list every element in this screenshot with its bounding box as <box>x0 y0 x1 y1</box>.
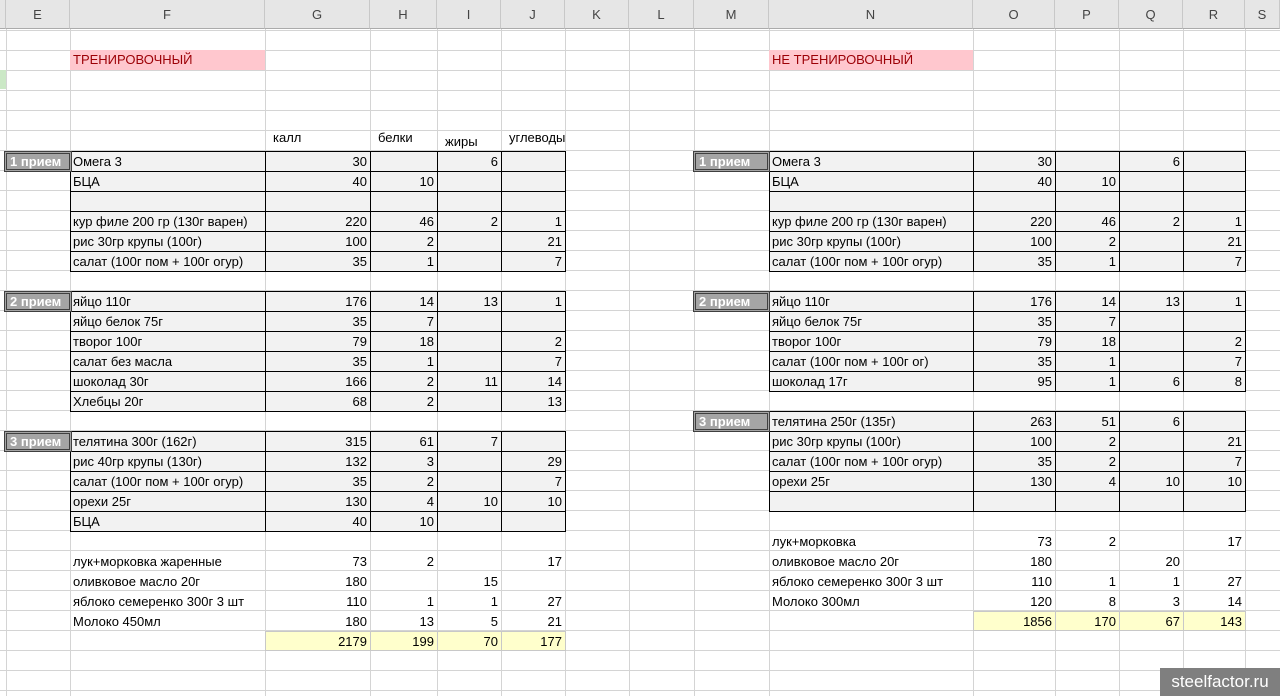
nutrient-value[interactable]: 2 <box>426 394 434 409</box>
nutrient-value[interactable]: 10 <box>1165 474 1180 489</box>
food-name[interactable]: салат (100г пом + 100г огур) <box>772 254 943 269</box>
nutrient-value[interactable]: 30 <box>1037 154 1052 169</box>
food-name[interactable]: орехи 25г <box>772 474 830 489</box>
nutrient-value[interactable]: 315 <box>345 434 367 449</box>
food-name[interactable]: Омега 3 <box>772 154 821 169</box>
nutrient-value[interactable]: 2 <box>1108 234 1116 249</box>
total-value[interactable]: 143 <box>1220 614 1242 629</box>
nutrient-value[interactable]: 13 <box>419 614 434 629</box>
nutrient-value[interactable]: 73 <box>352 554 367 569</box>
nutrient-value[interactable]: 61 <box>419 434 434 449</box>
nutrient-value[interactable]: 120 <box>1030 594 1052 609</box>
food-name[interactable]: рис 30гр крупы (100г) <box>772 234 902 249</box>
nutrient-value[interactable]: 35 <box>352 474 367 489</box>
food-name[interactable]: салат (100г пом + 100г огур) <box>73 474 244 489</box>
nutrient-value[interactable]: 2 <box>1108 434 1116 449</box>
food-name[interactable]: салат без масла <box>73 354 173 369</box>
nutrient-value[interactable]: 7 <box>490 434 498 449</box>
grid-row-line <box>0 670 1280 671</box>
nutrient-value[interactable]: 220 <box>345 214 367 229</box>
food-name[interactable]: лук+морковка <box>772 534 856 549</box>
food-name[interactable]: яйцо белок 75г <box>772 314 863 329</box>
nutrient-value[interactable]: 35 <box>352 314 367 329</box>
meal-label[interactable]: 2 прием <box>4 291 72 312</box>
nutrient-value[interactable]: 18 <box>1101 334 1116 349</box>
nutrient-header[interactable]: белки <box>378 130 413 145</box>
food-name[interactable]: яйцо 110г <box>73 294 131 309</box>
nutrient-value[interactable]: 2 <box>1108 534 1116 549</box>
nutrient-value[interactable]: 7 <box>554 474 562 489</box>
nutrient-value[interactable]: 7 <box>1108 314 1116 329</box>
nutrient-value[interactable]: 4 <box>1108 474 1116 489</box>
food-name[interactable]: Молоко 450мл <box>73 614 161 629</box>
nutrient-value[interactable]: 2 <box>426 234 434 249</box>
nutrient-value[interactable]: 2 <box>426 554 434 569</box>
nutrient-value[interactable]: 110 <box>346 594 367 609</box>
nutrient-value[interactable]: 1 <box>426 354 434 369</box>
nutrient-value[interactable]: 35 <box>352 354 367 369</box>
total-value[interactable]: 1856 <box>1023 614 1052 629</box>
nutrient-value[interactable]: 17 <box>1227 534 1242 549</box>
nutrient-value[interactable]: 130 <box>1030 474 1052 489</box>
nutrient-value[interactable]: 1 <box>1108 374 1116 389</box>
nutrient-value[interactable]: 2 <box>490 214 498 229</box>
nutrient-value[interactable]: 130 <box>345 494 367 509</box>
column-header-q[interactable]: Q <box>1119 0 1183 29</box>
nutrient-value[interactable]: 7 <box>426 314 434 329</box>
grid-row-line <box>0 30 1280 31</box>
food-name[interactable]: телятина 300г (162г) <box>73 434 197 449</box>
nutrient-value[interactable]: 27 <box>1227 574 1242 589</box>
nutrient-value[interactable]: 15 <box>483 574 498 589</box>
food-name[interactable]: салат (100г пом + 100г огур) <box>772 454 943 469</box>
nutrient-value[interactable]: 3 <box>426 454 434 469</box>
food-name[interactable]: салат (100г пом + 100г огур) <box>73 254 244 269</box>
nutrient-value[interactable]: 14 <box>547 374 562 389</box>
food-name[interactable]: Хлебцы 20г <box>73 394 144 409</box>
table-row-border <box>70 191 565 192</box>
food-name[interactable]: шоколад 30г <box>73 374 149 389</box>
nutrient-value[interactable]: 7 <box>554 354 562 369</box>
grid-row-line <box>0 110 1280 111</box>
column-header-k[interactable]: K <box>565 0 629 29</box>
nutrient-value[interactable]: 2 <box>1108 454 1116 469</box>
nutrient-value[interactable]: 176 <box>345 294 367 309</box>
nutrient-value[interactable]: 14 <box>419 294 434 309</box>
food-name[interactable]: БЦА <box>73 174 100 189</box>
nutrient-value[interactable]: 46 <box>419 214 434 229</box>
food-name[interactable]: лук+морковка жаренные <box>73 554 222 569</box>
nutrient-value[interactable]: 20 <box>1165 554 1180 569</box>
nutrient-value[interactable]: 180 <box>1030 554 1052 569</box>
total-value[interactable]: 2179 <box>338 634 367 649</box>
nutrient-value[interactable]: 6 <box>490 154 498 169</box>
column-header-g[interactable]: G <box>265 0 370 29</box>
nutrient-value[interactable]: 6 <box>1172 374 1180 389</box>
grid-col-line <box>629 29 630 696</box>
nutrient-value[interactable]: 21 <box>1227 234 1242 249</box>
food-name[interactable]: телятина 250г (135г) <box>772 414 896 429</box>
nutrient-value[interactable]: 2 <box>1172 214 1180 229</box>
nutrient-value[interactable]: 1 <box>490 594 498 609</box>
nutrient-value[interactable]: 17 <box>547 554 562 569</box>
nutrient-value[interactable]: 10 <box>419 174 434 189</box>
food-name[interactable]: салат (100г пом + 100г ог) <box>772 354 929 369</box>
food-name[interactable]: Омега 3 <box>73 154 122 169</box>
meal-label[interactable]: 1 прием <box>4 151 72 172</box>
nutrient-value[interactable]: 14 <box>1101 294 1116 309</box>
total-value[interactable]: 70 <box>483 634 498 649</box>
nutrient-value[interactable]: 1 <box>1234 294 1242 309</box>
grid-row-line <box>0 70 1280 71</box>
column-header-s[interactable]: S <box>1245 0 1280 29</box>
nutrient-value[interactable]: 10 <box>419 514 434 529</box>
food-name[interactable]: шоколад 17г <box>772 374 848 389</box>
food-name[interactable]: яйцо белок 75г <box>73 314 164 329</box>
nutrient-value[interactable]: 73 <box>1037 534 1052 549</box>
nutrient-value[interactable]: 220 <box>1030 214 1052 229</box>
nutrient-value[interactable]: 110 <box>1031 574 1052 589</box>
nutrient-value[interactable]: 8 <box>1108 594 1116 609</box>
nutrient-value[interactable]: 35 <box>1037 254 1052 269</box>
table-row-border <box>769 491 1245 492</box>
nutrient-value[interactable]: 21 <box>547 234 562 249</box>
nutrient-value[interactable]: 166 <box>345 374 367 389</box>
nutrient-header[interactable]: жиры <box>445 134 478 149</box>
nutrient-value[interactable]: 263 <box>1030 414 1052 429</box>
total-value[interactable]: 170 <box>1094 614 1116 629</box>
nutrient-value[interactable]: 18 <box>419 334 434 349</box>
selected-row-marker <box>0 70 6 89</box>
nutrient-value[interactable]: 3 <box>1172 594 1180 609</box>
nutrient-value[interactable]: 79 <box>352 334 367 349</box>
column-header-i[interactable]: I <box>437 0 501 29</box>
nutrient-value[interactable]: 35 <box>1037 454 1052 469</box>
nutrient-value[interactable]: 1 <box>1108 254 1116 269</box>
food-name[interactable]: рис 40гр крупы (130г) <box>73 454 203 469</box>
meal-label[interactable]: 2 прием <box>693 291 770 312</box>
nutrient-value[interactable]: 10 <box>1227 474 1242 489</box>
total-value[interactable]: 199 <box>412 634 434 649</box>
nutrient-header[interactable]: углеводы <box>509 130 566 145</box>
nutrient-value[interactable]: 5 <box>490 614 498 629</box>
nutrient-value[interactable]: 1 <box>426 254 434 269</box>
column-header-h[interactable]: H <box>370 0 437 29</box>
nutrient-value[interactable]: 10 <box>1101 174 1116 189</box>
grid-col-line <box>694 29 695 696</box>
nutrient-value[interactable]: 100 <box>1030 234 1052 249</box>
nutrient-value[interactable]: 35 <box>1037 314 1052 329</box>
nutrient-value[interactable]: 176 <box>1030 294 1052 309</box>
watermark: steelfactor.ru <box>1160 668 1280 696</box>
food-name[interactable]: рис 30гр крупы (100г) <box>772 434 902 449</box>
column-header-f[interactable]: F <box>70 0 265 29</box>
nutrient-value[interactable]: 8 <box>1234 374 1242 389</box>
total-value[interactable]: 67 <box>1165 614 1180 629</box>
nutrient-value[interactable]: 14 <box>1227 594 1242 609</box>
meal-label[interactable]: 1 прием <box>693 151 770 172</box>
meal-label[interactable]: 3 прием <box>693 411 770 432</box>
left-section-title[interactable]: ТРЕНИРОВОЧНЫЙ <box>70 50 265 70</box>
right-section-title[interactable]: НЕ ТРЕНИРОВОЧНЫЙ <box>769 50 973 70</box>
column-header-l[interactable]: L <box>629 0 694 29</box>
nutrient-value[interactable]: 79 <box>1037 334 1052 349</box>
nutrient-value[interactable]: 6 <box>1172 154 1180 169</box>
nutrient-value[interactable]: 95 <box>1037 374 1052 389</box>
nutrient-value[interactable]: 30 <box>352 154 367 169</box>
grid-col-line <box>6 29 7 696</box>
food-name[interactable]: яйцо 110г <box>772 294 830 309</box>
column-header-p[interactable]: P <box>1055 0 1119 29</box>
nutrient-value[interactable]: 7 <box>554 254 562 269</box>
nutrient-value[interactable]: 13 <box>483 294 498 309</box>
food-name[interactable]: яблоко семеренко 300г 3 шт <box>73 594 245 609</box>
column-header-o[interactable]: O <box>973 0 1055 29</box>
nutrient-value[interactable]: 27 <box>547 594 562 609</box>
nutrient-value[interactable]: 35 <box>352 254 367 269</box>
nutrient-value[interactable]: 100 <box>1030 434 1052 449</box>
nutrient-value[interactable]: 10 <box>483 494 498 509</box>
nutrient-value[interactable]: 29 <box>547 454 562 469</box>
nutrient-value[interactable]: 35 <box>1037 354 1052 369</box>
total-value[interactable]: 177 <box>540 634 562 649</box>
food-name[interactable]: творог 100г <box>772 334 842 349</box>
nutrient-value[interactable]: 1 <box>554 214 562 229</box>
column-header-j[interactable]: J <box>501 0 565 29</box>
nutrient-value[interactable]: 6 <box>1172 414 1180 429</box>
grid-row-line <box>0 130 1280 131</box>
food-name[interactable]: БЦА <box>73 514 100 529</box>
nutrient-value[interactable]: 13 <box>1165 294 1180 309</box>
nutrient-value[interactable]: 21 <box>1227 434 1242 449</box>
nutrient-value[interactable]: 7 <box>1234 254 1242 269</box>
nutrient-value[interactable]: 68 <box>352 394 367 409</box>
column-header-e[interactable]: E <box>6 0 70 29</box>
grid-row-line <box>0 90 1280 91</box>
food-name[interactable]: творог 100г <box>73 334 143 349</box>
grid-row-line <box>0 690 1280 691</box>
table-row-border <box>769 191 1245 192</box>
nutrient-value[interactable]: 132 <box>345 454 367 469</box>
nutrient-value[interactable]: 2 <box>1234 334 1242 349</box>
nutrient-value[interactable]: 51 <box>1101 414 1116 429</box>
nutrient-value[interactable]: 11 <box>484 374 498 389</box>
food-name[interactable]: кур филе 200 гр (130г варен) <box>772 214 947 229</box>
nutrient-value[interactable]: 1 <box>1108 354 1116 369</box>
food-name[interactable]: Молоко 300мл <box>772 594 860 609</box>
nutrient-value[interactable]: 100 <box>345 234 367 249</box>
food-name[interactable]: рис 30гр крупы (100г) <box>73 234 203 249</box>
nutrient-value[interactable]: 40 <box>1037 174 1052 189</box>
grid-row-line <box>0 650 1280 651</box>
nutrient-value[interactable]: 7 <box>1234 454 1242 469</box>
food-name[interactable]: оливковое масло 20г <box>772 554 900 569</box>
nutrient-value[interactable]: 1 <box>1108 574 1116 589</box>
food-name[interactable]: яблоко семеренко 300г 3 шт <box>772 574 944 589</box>
nutrient-value[interactable]: 7 <box>1234 354 1242 369</box>
nutrient-value[interactable]: 1 <box>1234 214 1242 229</box>
nutrient-value[interactable]: 1 <box>554 294 562 309</box>
nutrient-value[interactable]: 180 <box>345 574 367 589</box>
food-name[interactable]: БЦА <box>772 174 799 189</box>
nutrient-header[interactable]: калл <box>273 130 302 145</box>
nutrient-value[interactable]: 46 <box>1101 214 1116 229</box>
nutrient-value[interactable]: 2 <box>426 374 434 389</box>
column-header-r[interactable]: R <box>1183 0 1245 29</box>
column-header-n[interactable]: N <box>769 0 973 29</box>
food-name[interactable]: оливковое масло 20г <box>73 574 201 589</box>
food-name[interactable]: орехи 25г <box>73 494 131 509</box>
meal-label[interactable]: 3 прием <box>4 431 72 452</box>
column-header-m[interactable]: M <box>694 0 769 29</box>
nutrient-value[interactable]: 2 <box>426 474 434 489</box>
nutrient-value[interactable]: 40 <box>352 514 367 529</box>
nutrient-value[interactable]: 180 <box>345 614 367 629</box>
food-name[interactable]: кур филе 200 гр (130г варен) <box>73 214 248 229</box>
nutrient-value[interactable]: 1 <box>426 594 434 609</box>
nutrient-value[interactable]: 1 <box>1172 574 1180 589</box>
nutrient-value[interactable]: 10 <box>547 494 562 509</box>
nutrient-value[interactable]: 40 <box>352 174 367 189</box>
nutrient-value[interactable]: 2 <box>554 334 562 349</box>
nutrient-value[interactable]: 21 <box>547 614 562 629</box>
nutrient-value[interactable]: 13 <box>547 394 562 409</box>
nutrient-value[interactable]: 4 <box>426 494 434 509</box>
